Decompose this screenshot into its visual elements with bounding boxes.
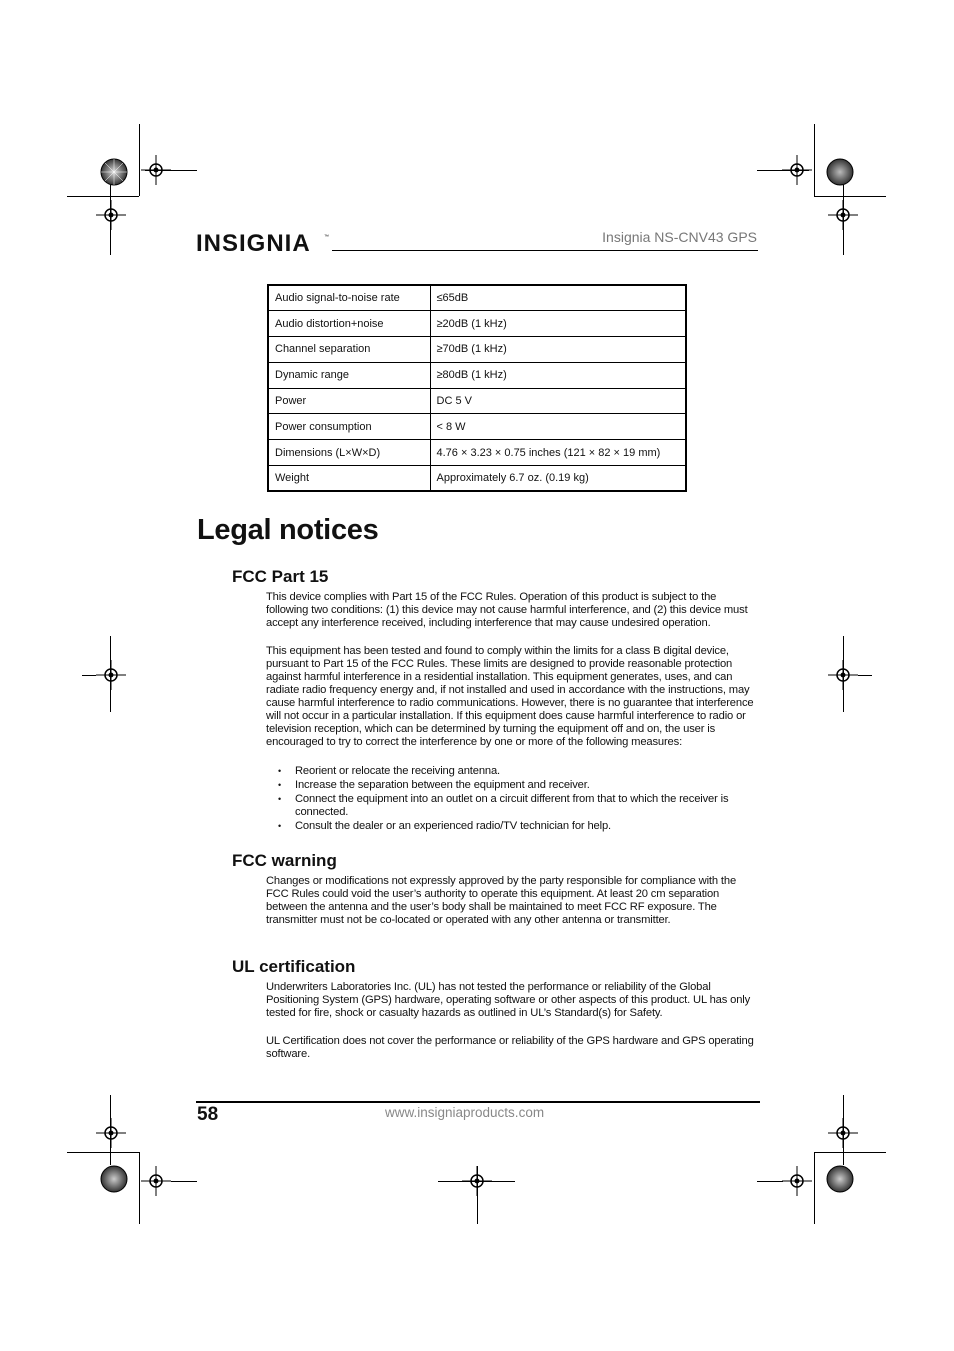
insignia-logo	[196, 226, 330, 260]
registration-mark-icon	[828, 660, 858, 690]
spec-value: < 8 W	[430, 414, 686, 440]
spec-label: Audio distortion+noise	[268, 311, 430, 337]
color-wheel-icon	[100, 1165, 128, 1193]
spec-value: ≥20dB (1 kHz)	[430, 311, 686, 337]
spec-label: Dimensions (L×W×D)	[268, 440, 430, 466]
color-wheel-icon	[100, 158, 128, 186]
spec-label: Power	[268, 388, 430, 414]
ul-paragraph-2: UL Certification does not cover the performance or reliability of the GPS hardware and GPS operating software.	[266, 1035, 754, 1060]
ul-paragraph-1: Underwriters Laboratories Inc. (UL) has not tested the performance or reliability of the Global Positioning System (GPS) hardware, operating software or other aspects of this product. UL has only tested for fire, shock or casualty hazards as outlined in UL’s Standard(s) for Safety.	[266, 981, 751, 1019]
spec-value: ≥80dB (1 kHz)	[430, 362, 686, 388]
fcc-part15-heading: FCC Part 15	[232, 567, 329, 586]
fcc-part15-paragraph-1: This device complies with Part 15 of the FCC Rules. Operation of this product is subject to the following two conditions: (1) this device may not cause harmful interference, and (2) this device must accept any interference received, including interference that may cause undesired operation.	[266, 591, 748, 629]
fcc-warning-paragraph: Changes or modifications not expressly approved by the party responsible for compliance with the FCC Rules could void the user’s authority to operate this equipment. At least 20 cm separation between the antenna and the user’s body shall be maintained to meet FCC RF exposure. The transmitter must not be co-located or operated with any other antenna or transmitter.	[266, 875, 737, 926]
spec-label: Audio signal-to-noise rate	[268, 285, 430, 311]
color-wheel-icon	[826, 158, 854, 186]
svg-text:™: ™	[324, 234, 329, 240]
list-item: • Reorient or relocate the receiving antenna.	[266, 765, 758, 778]
table-row	[268, 285, 686, 311]
spec-label: Channel separation	[268, 337, 430, 363]
registration-mark-icon	[96, 200, 126, 230]
footer-rule	[196, 1101, 760, 1103]
registration-mark-icon	[828, 1118, 858, 1148]
spec-value: DC 5 V	[430, 388, 686, 414]
registration-mark-icon	[462, 1166, 492, 1196]
spec-value: Approximately 6.7 oz. (0.19 kg)	[430, 466, 686, 492]
table-row	[268, 440, 686, 466]
table-row	[268, 362, 686, 388]
fcc-warning-heading: FCC warning	[232, 851, 337, 870]
list-item: • Consult the dealer or an experienced radio/TV technician for help.	[266, 820, 758, 833]
list-item: • Connect the equipment into an outlet on a circuit different from that to which the receiver is connected.	[266, 793, 758, 819]
spec-value: ≤65dB	[430, 285, 686, 311]
page-number: 58	[197, 1104, 219, 1125]
spec-label: Power consumption	[268, 414, 430, 440]
spec-label: Weight	[268, 466, 430, 492]
spec-value: 4.76 × 3.23 × 0.75 inches (121 × 82 × 19 mm)	[430, 440, 686, 466]
table-row	[268, 466, 686, 492]
svg-text:INSIGNIA: INSIGNIA	[196, 230, 311, 257]
table-row	[268, 337, 686, 363]
product-title: Insignia NS-CNV43 GPS	[602, 229, 757, 245]
table-row	[268, 414, 686, 440]
spec-label: Dynamic range	[268, 362, 430, 388]
fcc-measures-list	[266, 765, 758, 834]
ul-certification-heading: UL certification	[232, 957, 356, 976]
fcc-part15-paragraph-2: This equipment has been tested and found to comply within the limits for a class B digital device, pursuant to Part 15 of the FCC Rules. These limits are designed to provide reasonable protection against harmful interference in a residential installation. This equipment generates, uses, and can radiate radio frequency energy and, if not installed and used in accordance with the instructions, may cause harmful interference to radio communications. However, there is no guarantee that interference will not occur in a particular installation. If this equipment does cause harmful interference to radio or television reception, which can be determined by turning the equipment off and on, the user is encouraged to try to correct the interference by one or more of the following measures:	[266, 645, 754, 748]
spec-value: ≥70dB (1 kHz)	[430, 337, 686, 363]
footer-url: www.insigniaproducts.com	[385, 1105, 545, 1120]
list-item: • Increase the separation between the equipment and receiver.	[266, 779, 758, 792]
specifications-table	[267, 284, 687, 492]
page-title: Legal notices	[197, 514, 379, 546]
registration-mark-icon	[96, 660, 126, 690]
header-rule	[332, 250, 758, 251]
table-row	[268, 311, 686, 337]
registration-mark-icon	[96, 1118, 126, 1148]
registration-mark-icon	[141, 1166, 171, 1196]
registration-mark-icon	[782, 1166, 812, 1196]
color-wheel-icon	[826, 1165, 854, 1193]
table-row	[268, 388, 686, 414]
